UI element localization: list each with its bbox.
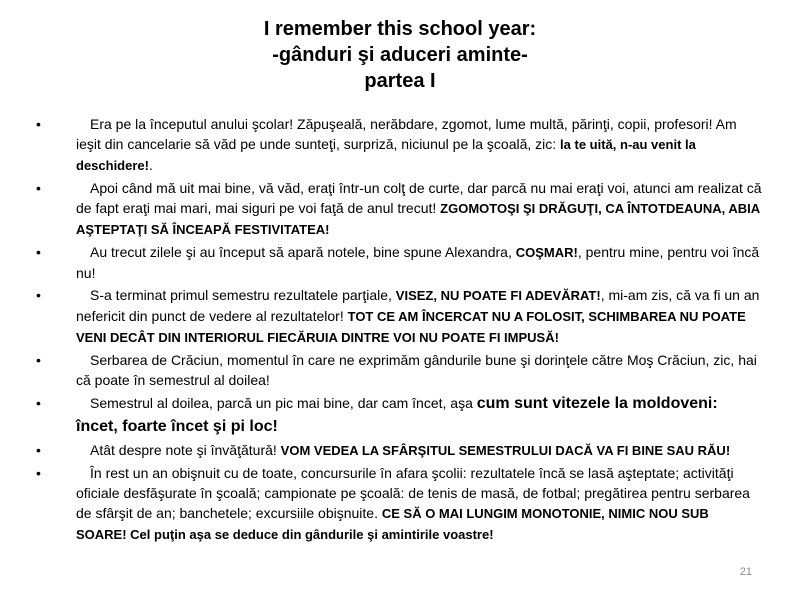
item-emphasis-text: ZGOMOTOŞI ŞI DRĂGUŢI, CA ÎNTOTDEAUNA, ABIA AŞTEPTAŢI SĂ ÎNCEAPĂ FESTIVITATEA! — [76, 201, 760, 237]
title-line-2: -gânduri şi aduceri aminte- — [272, 44, 528, 66]
list-item — [36, 242, 762, 283]
bullet-list — [36, 114, 762, 547]
item-plain-text: Au trecut zilele şi au început să apară notele, bine spune Alexandra, — [90, 244, 516, 260]
item-plain-text: Atât despre note şi învăţătură! — [90, 442, 281, 458]
bullet-icon: • — [36, 465, 41, 481]
item-emphasis-text-2: TOT CE AM ÎNCERCAT NU A FOLOSIT, SCHIMBAREA NU POATE VENI DECÂT DIN INTERIORUL FIECĂRUIA DINTRE VOI NU POATE FI IMPUSĂ! — [76, 309, 746, 345]
list-item — [36, 285, 762, 348]
list-item — [36, 463, 762, 545]
list-item-text — [76, 242, 762, 283]
item-plain-text: Serbarea de Crăciun, momentul în care ne exprimăm gândurile bune şi dorinţele către Moş Crăciun, zic, hai că poate în semestrul al doilea! — [76, 352, 757, 388]
list-item-text — [76, 178, 762, 240]
list-item — [36, 114, 762, 176]
item-plain-text: Semestrul al doilea, parcă un pic mai bine, dar cam încet, aşa — [90, 395, 477, 411]
bullet-icon: • — [36, 442, 41, 458]
bullet-icon: • — [36, 395, 41, 411]
item-plain-text: În rest un an obişnuit cu de toate, concursurile în afara şcolii: rezultatele încă se lasă aşteptate; activităţi oficiale desfăşurate în şcoală; campionate pe şcoală: de tenis de masă, de fotbal; pregătirea pentru serbarea de sfârşit de an; banchetele; excursiile obişnuite. — [76, 465, 750, 521]
title-line-1: I remember this school year: — [263, 18, 537, 40]
list-item — [36, 350, 762, 390]
list-item — [36, 440, 762, 461]
item-mid-text: , mi-am zis, că va fi un an nefericit din punct de vedere al rezultatelor! — [76, 287, 760, 324]
item-emphasis-text: cum sunt vitezele la moldoveni: încet, foarte încet şi pi loc! — [76, 395, 718, 435]
slide-title — [0, 16, 800, 94]
item-tail-text: . — [148, 157, 153, 173]
item-emphasis-text: VOM VEDEA LA SFÂRŞITUL SEMESTRULUI DACĂ VA FI BINE SAU RĂU! — [280, 443, 731, 458]
bullet-icon: • — [36, 116, 41, 132]
title-line-3: partea I — [364, 70, 436, 92]
list-item-text — [76, 392, 762, 438]
list-item — [36, 178, 762, 240]
item-plain-text: S-a terminat primul semestru rezultatele parţiale, — [90, 287, 396, 303]
list-item-text — [76, 285, 762, 348]
list-item-text — [76, 114, 762, 176]
item-emphasis-text: COŞMAR! — [515, 245, 578, 260]
list-item-text — [76, 440, 762, 461]
item-emphasis-text: VISEZ, NU POATE FI ADEVĂRAT! — [395, 288, 601, 303]
item-emphasis-text: la te uită, n-au venit la deschidere! — [76, 137, 696, 173]
page-number: 21 — [739, 566, 752, 578]
bullet-icon: • — [36, 244, 41, 260]
list-item-text — [76, 463, 762, 545]
list-item-text — [76, 350, 762, 390]
item-plain-text: Era pe la începutul anului şcolar! Zăpuşeală, nerăbdare, zgomot, lume multă, părinţi, copii, profesori! Am ieşit din cancelarie să văd pe unde sunteţi, surpriză, niciunul pe la şcoală, zic: — [76, 116, 737, 152]
bullet-icon: • — [36, 180, 41, 196]
bullet-icon: • — [36, 352, 41, 368]
item-emphasis-text: CE SĂ O MAI LUNGIM MONOTONIE, NIMIC NOU SUB SOARE! Cel puţin aşa se deduce din gândurile şi amintirile voastre! — [76, 506, 709, 542]
bullet-icon: • — [36, 287, 41, 303]
item-plain-text: Apoi când mă uit mai bine, vă văd, eraţi într-un colţ de curte, dar parcă nu mai eraţi voi, atunci am realizat că de fapt eraţi mai mari, mai siguri pe voi faţă de anul trecut! — [76, 180, 762, 216]
list-item — [36, 392, 762, 438]
item-tail-text: , pentru mine, pentru voi încă nu! — [76, 244, 760, 281]
